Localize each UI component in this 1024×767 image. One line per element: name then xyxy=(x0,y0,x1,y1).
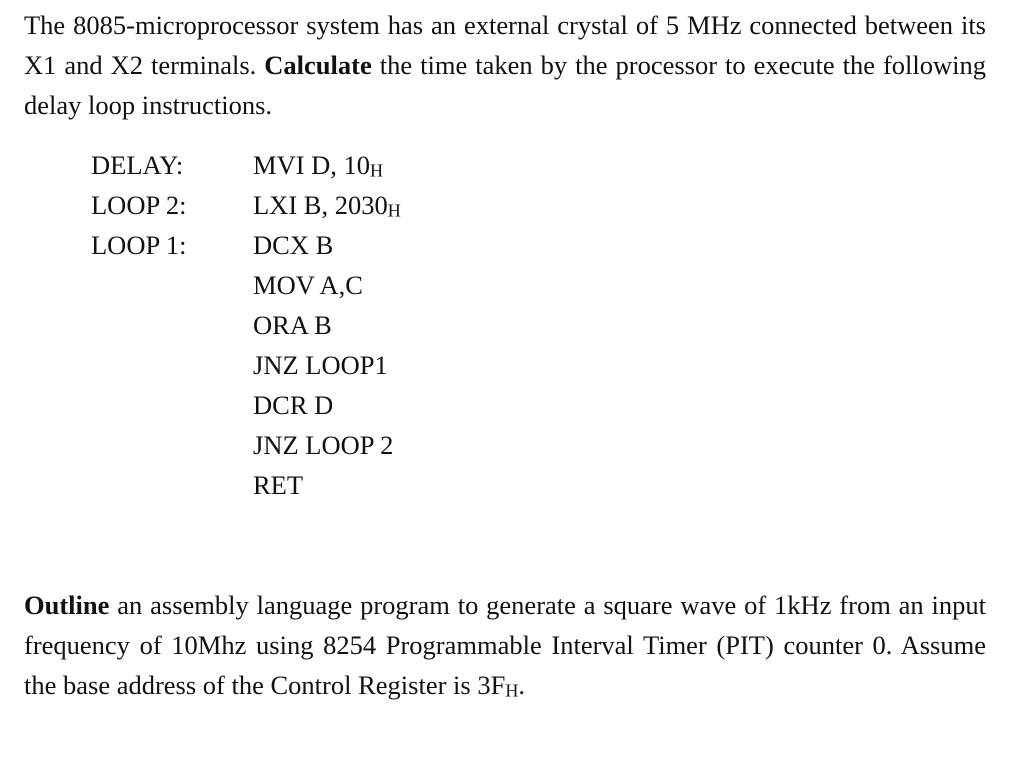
question-2-text xyxy=(24,585,986,705)
code-line xyxy=(0,345,600,385)
question-1-text xyxy=(24,5,986,125)
code-line xyxy=(0,145,600,185)
instruction-text: JNZ LOOP1 xyxy=(253,350,388,380)
question-2-end: . xyxy=(518,670,525,700)
code-label: LOOP 1: xyxy=(91,230,187,260)
code-instruction xyxy=(253,225,333,265)
code-label: LOOP 2: xyxy=(91,190,187,220)
code-line xyxy=(0,465,600,505)
code-instruction xyxy=(253,265,363,305)
instruction-text: JNZ LOOP 2 xyxy=(253,430,394,460)
code-line xyxy=(0,185,600,225)
hex-subscript: H xyxy=(387,200,401,221)
instruction-text: RET xyxy=(253,470,304,500)
code-label: DELAY: xyxy=(91,150,184,180)
code-instruction xyxy=(253,465,303,505)
hex-subscript: H xyxy=(370,160,384,181)
code-instruction xyxy=(253,145,383,185)
instruction-text: ORA B xyxy=(253,310,332,340)
instruction-text: LXI B, 2030 xyxy=(253,190,388,220)
instruction-text: DCR D xyxy=(253,390,334,420)
code-instruction xyxy=(253,345,388,385)
question-2-keyword: Outline xyxy=(24,590,110,620)
code-instruction xyxy=(253,425,393,465)
code-line xyxy=(0,425,600,465)
code-line xyxy=(0,385,600,425)
code-instruction xyxy=(253,305,332,345)
code-line xyxy=(0,305,600,345)
code-instruction xyxy=(253,385,333,425)
question-2-body: an assembly language program to generate a square wave of 1kHz from an input frequency of 10Mhz using 8254 Programmable Interval Timer (PIT) counter 0. Assume the base address of the Control Register is 3F xyxy=(24,590,986,700)
code-line xyxy=(0,265,600,305)
instruction-text: MVI D, 10 xyxy=(253,150,371,180)
instruction-text: MOV A,C xyxy=(253,270,363,300)
code-instruction xyxy=(253,185,401,225)
question-1-rest: the time taken by the processor to execute the following delay loop instructions. xyxy=(24,50,987,120)
instruction-text: DCX B xyxy=(253,230,334,260)
question-1-keyword: Calculate xyxy=(264,50,372,80)
code-line xyxy=(0,225,600,265)
question-1-intro: The 8085-microprocessor system has an external crystal of 5 MHz connected between its X1 and X2 terminals. xyxy=(24,10,986,80)
hex-subscript: H xyxy=(505,680,519,701)
